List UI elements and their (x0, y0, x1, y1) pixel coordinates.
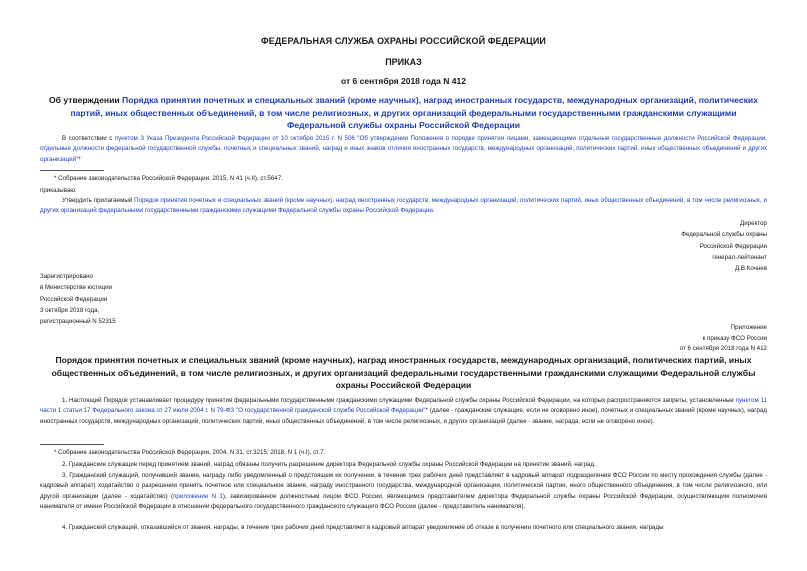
approve-paragraph (40, 196, 767, 217)
preamble-link[interactable]: пунктом 3 Указа Президента Российской Федерации от 10 октября 2015 г. N 506 "Об утверждении Положения о порядке принятия лицами, замещающими отдельные государственные должности Российской Федерации, отдельные должности федеральной государственной службы, почетных и специальных званий, наград и иных знаков отличия иностранных государств, международных организаций, политических партий, иных общественных объединений и других организаций" (40, 135, 767, 163)
issuer-heading: ФЕДЕРАЛЬНАЯ СЛУЖБА ОХРАНЫ РОССИЙСКОЙ ФЕДЕРАЦИИ (260, 36, 546, 46)
signature-line: Российской Федерации (699, 242, 767, 250)
order-title-prefix: Об утверждении (49, 95, 123, 105)
signature-line: Федеральной службы охраны (681, 231, 767, 239)
registration-line: в Министерстве юстиции (40, 284, 113, 292)
signature-line: Директор (740, 220, 767, 227)
document-type: ПРИКАЗ (385, 57, 422, 67)
approve-text: Утвердить прилагаемый (62, 197, 135, 204)
footnote-2: * Собрание законодательства Российской Федерации, 2004, N 31, ст.3215; 2018, N 1 (ч.I), ст.7. (54, 449, 326, 456)
signer-name: Д.В.Кочнев (734, 265, 767, 273)
order-title (40, 94, 767, 132)
registration-number: регистрационный N 52315 (40, 318, 116, 326)
paragraph-3-text: 3. Гражданский служащий, получивший звание, награду либо уведомленный о предстоящем их получении, в течение трех рабочих дней представляет в кадровый аппарат подразделения ФСО России по месту прохождения службы (далее - кадровый аппарат) ходатайство о разрешении принять почетное или специальное звание, награду иностранного государства, международной организации, политической партии, иного общественного объединения, в том числе религиозного, или другой организации (далее - ходатайство) ( (40, 472, 767, 500)
order-title-link[interactable]: Порядка принятия почетных и специальных званий (кроме научных), наград иностранных государств, международных организаций, политических партий, иных общественных объединений, в том числе религиозных, и других организаций федеральными государственными гражданскими служащими Федеральной службы охраны Российской Федерации (70, 95, 758, 130)
footnote-1: * Собрание законодательства Российской Федерации, 2015, N 41 (ч.II), ст.5647. (54, 175, 283, 182)
paragraph-1-text-end: * (далее - гражданские служащие, если не оговорено иное), почетных и специальных званий (кроме научных), наград иностранных государств, международных организаций, политических партий, иных общественных объединений, в том числе религиозных, и других организаций (далее - звание, награда, если не оговорено иное). (40, 407, 767, 425)
footnote-divider (40, 444, 104, 445)
appendix-line: от 6 сентября 2018 года N 412 (679, 345, 767, 352)
paragraph-3-text-end: ), завизированное должностным лицом ФСО России, являющимся представителем директора Федеральной службы охраны Российской Федерации, осуществляющим полномочия нанимателя от имени Российской Федерации в отношении федерального государственного гражданского служащего ФСО России (далее - представитель нанимателя). (40, 492, 767, 511)
document-date: от 6 сентября 2018 года N 412 (341, 76, 466, 86)
preamble-paragraph (40, 134, 767, 165)
appendix-reference (520, 323, 767, 355)
paragraph-1-link[interactable]: пунктом 11 части 1 статьи 17 Федерального закона от 27 июля 2004 г. N 79-ФЗ "О государственной гражданской службе Российской Федерации" (40, 397, 767, 415)
paragraph-4: 4. Гражданский служащий, отказавшийся от звания, награды, в течение трех рабочих дней представляет в кадровый аппарат уведомление об отказе в получении почетного или специального звания, награды (62, 524, 664, 531)
signature-block (520, 218, 767, 274)
procedure-title: Порядок принятия почетных и специальных званий (кроме научных), наград иностранных государств, международных организаций, политических партий, иных общественных объединений, в том числе религиозных, и других организаций федеральными государственными гражданскими служащими Федеральной службы охраны Российской Федерации (51, 355, 756, 390)
paragraph-2: 2. Гражданские служащие перед принятием званий, наград обязаны получить разрешение директора Федеральной службы охраны Российской Федерации на принятие званий, наград. (62, 461, 596, 468)
registration-line: 3 октября 2018 года, (40, 306, 100, 314)
preamble-footnote-mark: * (78, 155, 81, 163)
paragraph-3 (40, 471, 767, 513)
approve-end: . (432, 207, 435, 215)
appendix-1-link[interactable]: приложение N 1 (173, 492, 223, 500)
signature-line: генерал-лейтенант (712, 253, 767, 261)
footnote-divider (40, 170, 104, 171)
order-word: приказываю: (40, 187, 77, 194)
approve-link[interactable]: Порядок принятия почетных и специальных званий (кроме научных), наград иностранных государств, международных организаций, политических партий, иных общественных объединений, в том числе религиозных, и других организаций федеральными государственными гражданскими служащими Федеральной службы охраны Российской Федерации (40, 197, 767, 215)
registration-line: Российской Федерации (40, 295, 108, 303)
appendix-line: Приложение (730, 324, 767, 331)
paragraph-1-text: 1. Настоящий Порядок устанавливает процедуру принятия федеральными государственными гражданскими служащими Федеральной службы охраны Российской Федерации, на которых распространяются запреты, установленные (62, 397, 736, 404)
appendix-line: к приказу ФСО России (702, 334, 767, 342)
preamble-text: В соответствии с (62, 135, 115, 142)
paragraph-1 (40, 396, 767, 427)
registration-block (40, 271, 340, 327)
registration-line: Зарегистрировано (40, 273, 93, 280)
